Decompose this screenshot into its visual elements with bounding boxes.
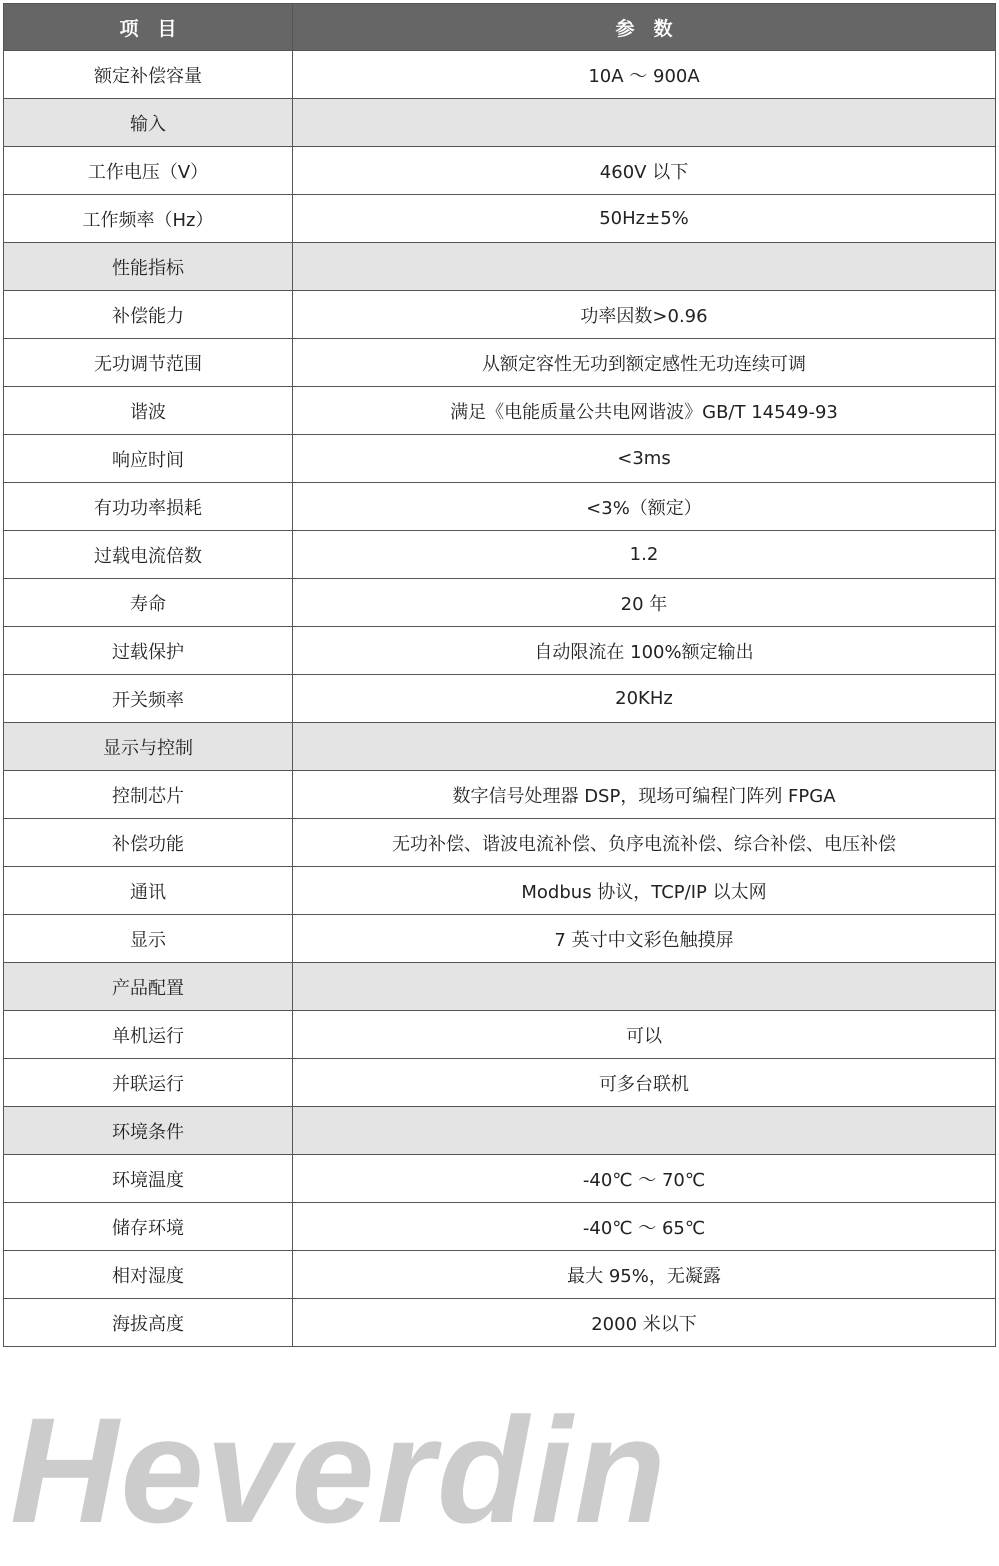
row-label: 环境温度 xyxy=(4,1155,293,1203)
header-param: 参 数 xyxy=(293,4,996,51)
table-row xyxy=(4,531,996,579)
table-row xyxy=(4,483,996,531)
table-row xyxy=(4,819,996,867)
table-row xyxy=(4,1299,996,1347)
row-value: 无功补偿、谐波电流补偿、负序电流补偿、综合补偿、电压补偿 xyxy=(293,819,996,867)
table-row xyxy=(4,1251,996,1299)
row-label: 工作频率（Hz） xyxy=(4,195,293,243)
row-label: 并联运行 xyxy=(4,1059,293,1107)
row-value: 满足《电能质量公共电网谐波》GB/T 14549-93 xyxy=(293,387,996,435)
table-row xyxy=(4,675,996,723)
table-row xyxy=(4,195,996,243)
row-value: Modbus 协议，TCP/IP 以太网 xyxy=(293,867,996,915)
section-row xyxy=(4,1107,996,1155)
table-row xyxy=(4,339,996,387)
row-label: 通讯 xyxy=(4,867,293,915)
table-row xyxy=(4,579,996,627)
row-label: 控制芯片 xyxy=(4,771,293,819)
row-value: 自动限流在 100%额定输出 xyxy=(293,627,996,675)
table-row xyxy=(4,435,996,483)
row-value: 460V 以下 xyxy=(293,147,996,195)
row-value: 功率因数>0.96 xyxy=(293,291,996,339)
row-label: 性能指标 xyxy=(4,243,293,291)
row-value: 7 英寸中文彩色触摸屏 xyxy=(293,915,996,963)
table-row xyxy=(4,1155,996,1203)
row-label: 储存环境 xyxy=(4,1203,293,1251)
section-row xyxy=(4,963,996,1011)
row-value xyxy=(293,99,996,147)
row-value: 最大 95%，无凝露 xyxy=(293,1251,996,1299)
row-label: 显示与控制 xyxy=(4,723,293,771)
row-value xyxy=(293,723,996,771)
section-row xyxy=(4,99,996,147)
row-value xyxy=(293,963,996,1011)
row-value: 可多台联机 xyxy=(293,1059,996,1107)
row-label: 补偿功能 xyxy=(4,819,293,867)
row-label: 补偿能力 xyxy=(4,291,293,339)
table-row xyxy=(4,915,996,963)
table-row xyxy=(4,51,996,99)
row-label: 响应时间 xyxy=(4,435,293,483)
row-label: 相对湿度 xyxy=(4,1251,293,1299)
row-label: 无功调节范围 xyxy=(4,339,293,387)
spec-body xyxy=(4,51,996,1347)
table-row xyxy=(4,291,996,339)
row-label: 开关频率 xyxy=(4,675,293,723)
table-row xyxy=(4,387,996,435)
row-value xyxy=(293,243,996,291)
row-value: -40℃ ～ 70℃ xyxy=(293,1155,996,1203)
section-row xyxy=(4,243,996,291)
row-value: <3%（额定） xyxy=(293,483,996,531)
table-row xyxy=(4,627,996,675)
row-label: 产品配置 xyxy=(4,963,293,1011)
section-row xyxy=(4,723,996,771)
table-row xyxy=(4,771,996,819)
row-value: 从额定容性无功到额定感性无功连续可调 xyxy=(293,339,996,387)
row-value: 2000 米以下 xyxy=(293,1299,996,1347)
row-label: 环境条件 xyxy=(4,1107,293,1155)
row-label: 输入 xyxy=(4,99,293,147)
table-row xyxy=(4,1203,996,1251)
row-value: <3ms xyxy=(293,435,996,483)
row-label: 过载保护 xyxy=(4,627,293,675)
brand-watermark: Heverdin xyxy=(10,1386,668,1554)
row-label: 有功功率损耗 xyxy=(4,483,293,531)
table-row xyxy=(4,1011,996,1059)
row-value: 数字信号处理器 DSP，现场可编程门阵列 FPGA xyxy=(293,771,996,819)
row-label: 谐波 xyxy=(4,387,293,435)
row-label: 海拔高度 xyxy=(4,1299,293,1347)
table-header-row xyxy=(4,4,996,51)
row-value: 1.2 xyxy=(293,531,996,579)
row-value: 10A ～ 900A xyxy=(293,51,996,99)
row-value: 20 年 xyxy=(293,579,996,627)
row-label: 单机运行 xyxy=(4,1011,293,1059)
row-label: 寿命 xyxy=(4,579,293,627)
row-label: 额定补偿容量 xyxy=(4,51,293,99)
table-row xyxy=(4,1059,996,1107)
row-value xyxy=(293,1107,996,1155)
row-value: 可以 xyxy=(293,1011,996,1059)
row-value: 20KHz xyxy=(293,675,996,723)
row-value: -40℃ ～ 65℃ xyxy=(293,1203,996,1251)
row-label: 过载电流倍数 xyxy=(4,531,293,579)
spec-table xyxy=(3,3,996,1347)
row-value: 50Hz±5% xyxy=(293,195,996,243)
row-label: 工作电压（V） xyxy=(4,147,293,195)
row-label: 显示 xyxy=(4,915,293,963)
header-item: 项 目 xyxy=(4,4,293,51)
table-row xyxy=(4,147,996,195)
table-row xyxy=(4,867,996,915)
